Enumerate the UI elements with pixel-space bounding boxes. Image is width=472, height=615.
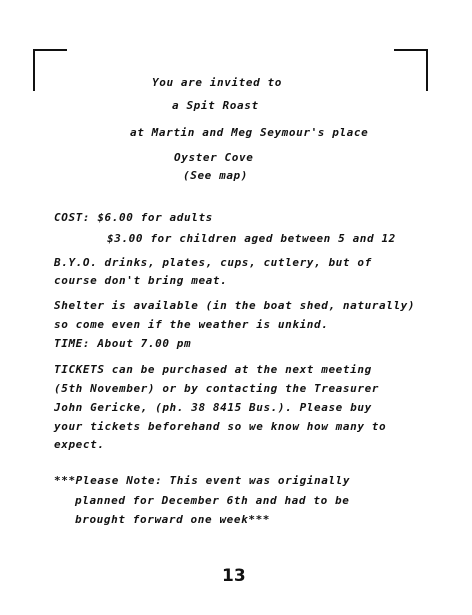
shelter-line-1: Shelter is available (in the boat shed, naturally) [54,299,416,312]
tickets-line-4: your tickets beforehand so we know how many to [54,420,387,433]
cost-children: $3.00 for children aged between 5 and 12 [107,232,396,245]
byo-line-1: B.Y.O. drinks, plates, cups, cutlery, but of [54,256,372,269]
tickets-line-2: (5th November) or by contacting the Treasurer [54,382,380,395]
invitation-line-2: a Spit Roast [172,99,259,112]
byo-line-2: course don't bring meat. [54,274,228,287]
tickets-line-1: TICKETS can be purchased at the next meeting [54,363,372,376]
corner-mark-top-right [394,49,428,91]
invitation-line-4: Oyster Cove [174,151,254,164]
shelter-line-2: so come even if the weather is unkind. [54,318,329,331]
invitation-line-5: (See map) [183,169,249,182]
note-line-1: ***Please Note: This event was originally [54,474,351,487]
invitation-line-1: You are invited to [152,76,283,89]
cost-adults: COST: $6.00 for adults [54,211,213,224]
note-line-2: planned for December 6th and had to be [75,494,350,507]
invitation-line-3: at Martin and Meg Seymour's place [130,126,369,139]
time-line: TIME: About 7.00 pm [54,337,192,350]
note-line-3: brought forward one week*** [75,513,271,526]
corner-mark-top-left [33,49,67,91]
page-number: 13 [222,566,246,586]
tickets-line-5: expect. [54,438,105,451]
tickets-line-3: John Gericke, (ph. 38 8415 Bus.). Please buy [54,401,372,414]
